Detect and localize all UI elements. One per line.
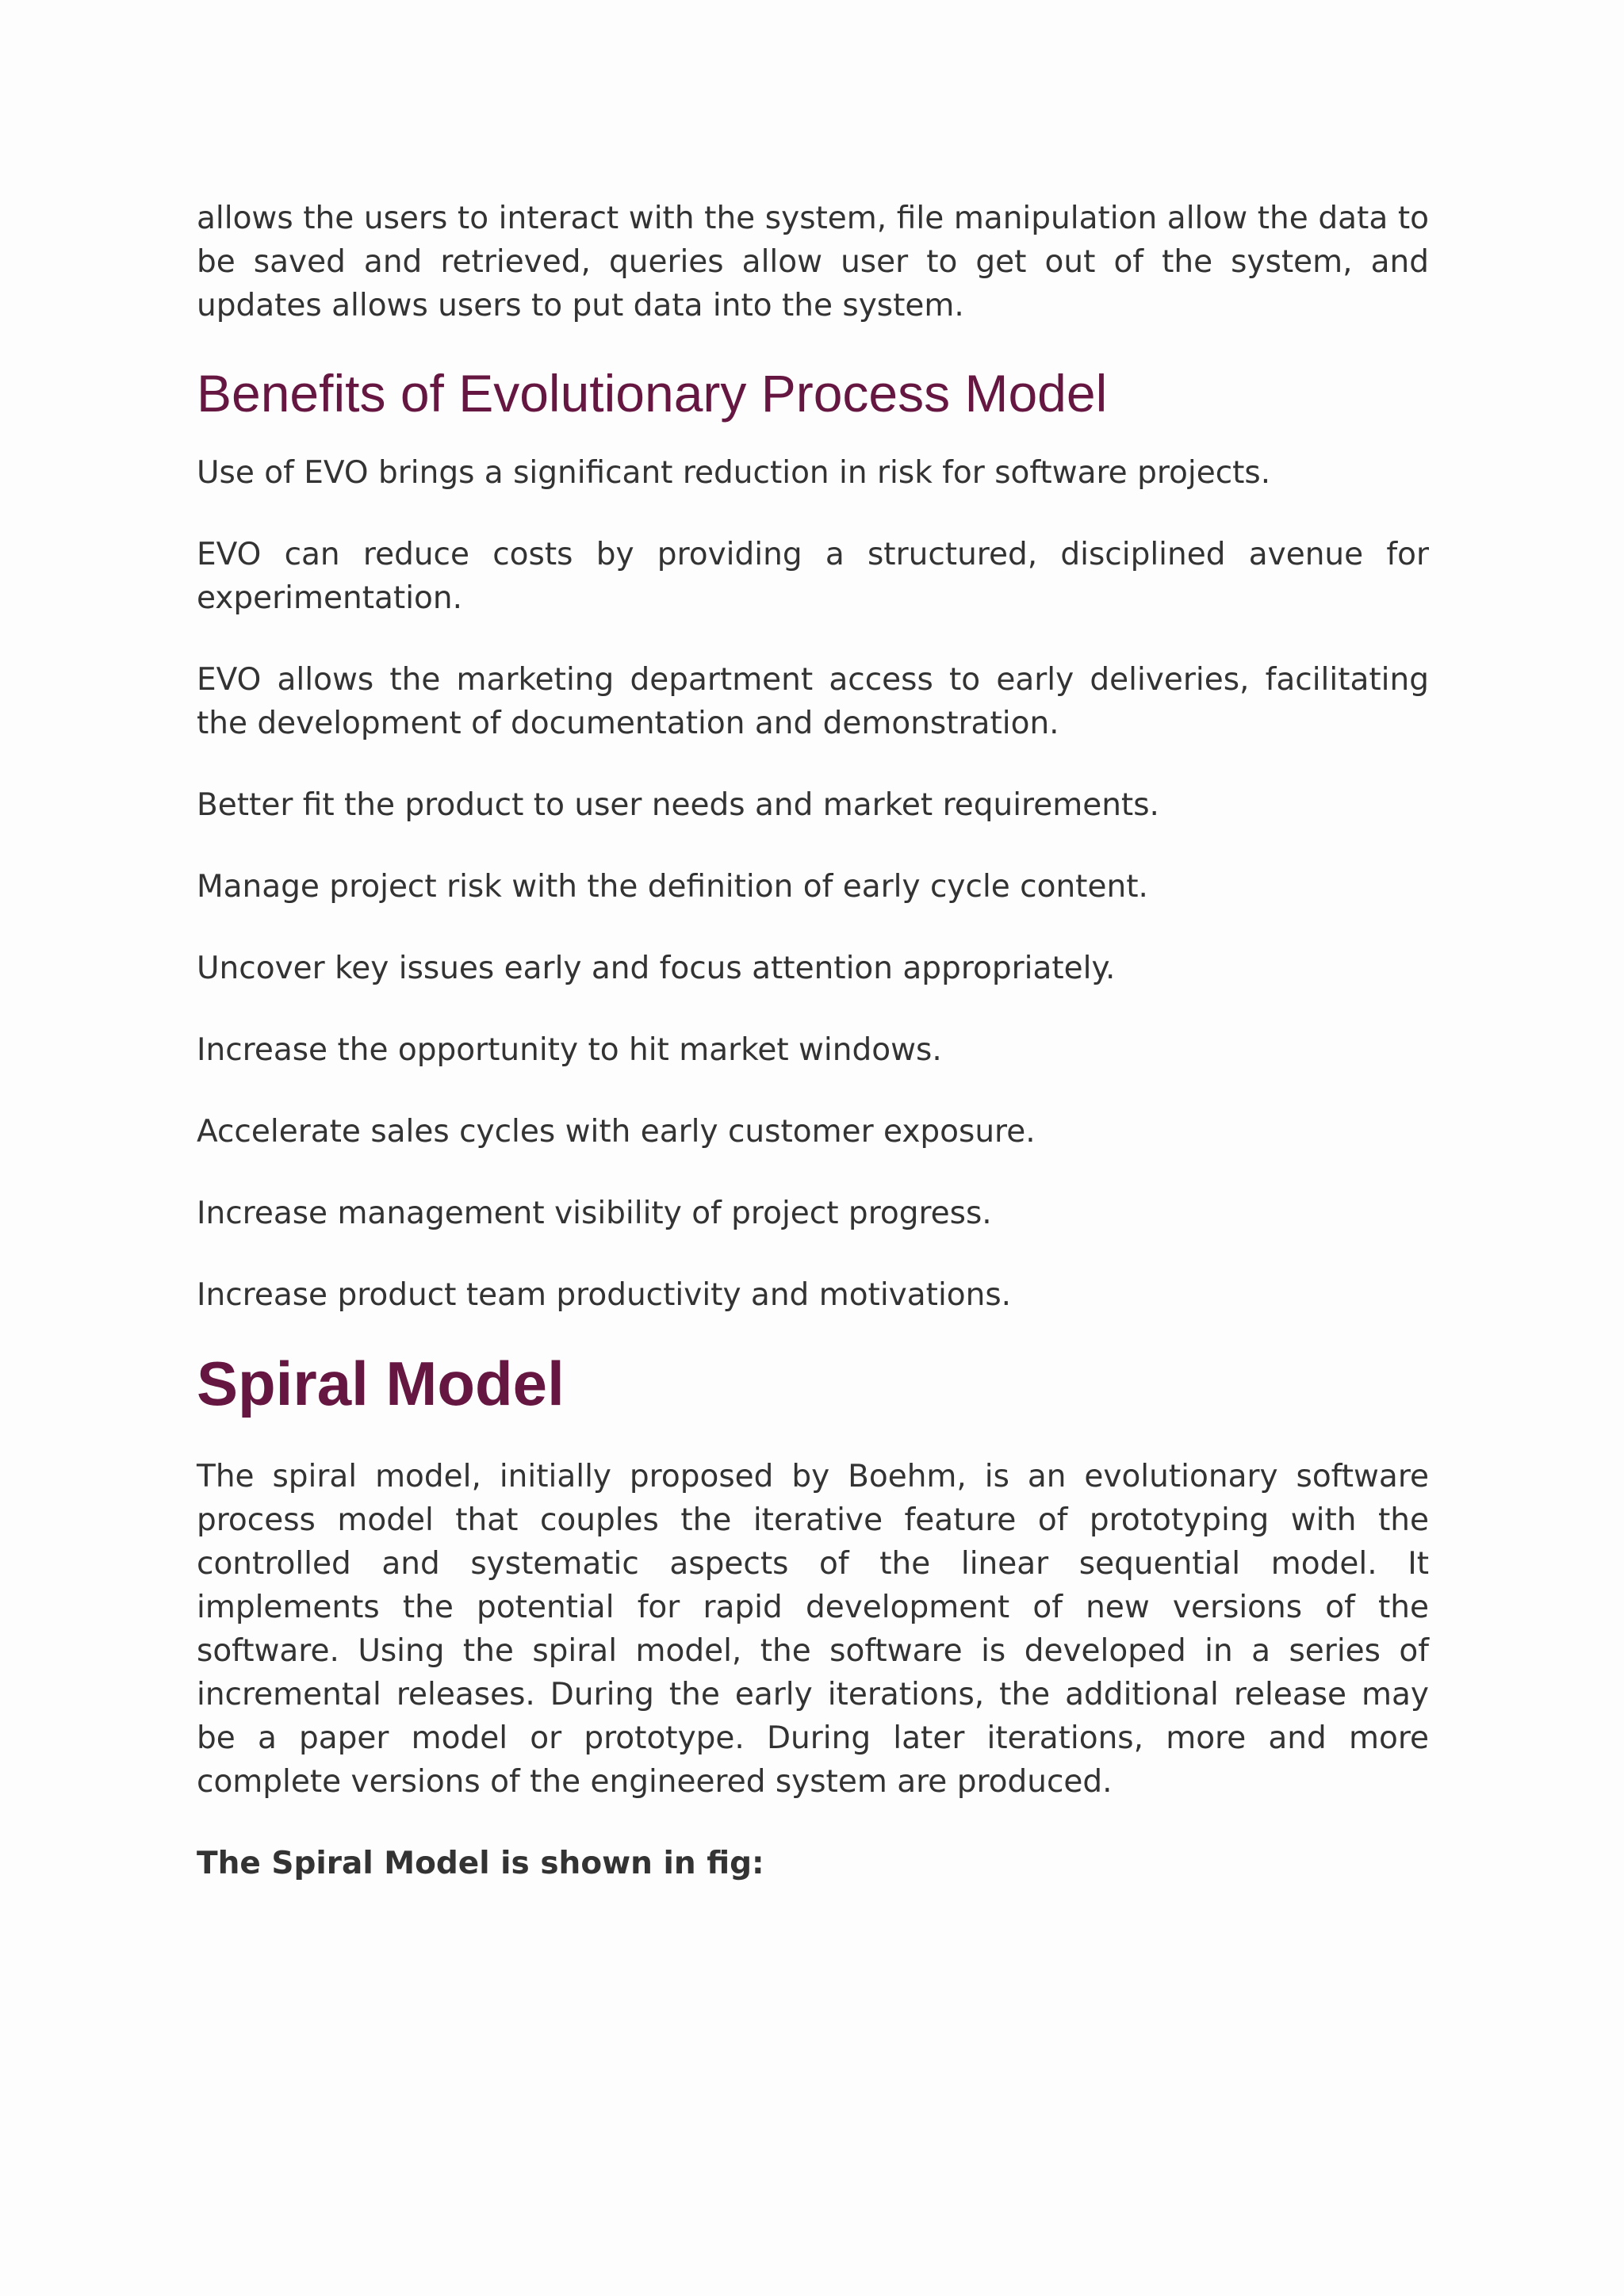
spiral-model-paragraph: The spiral model, initially proposed by Boehm, is an evolutionary software process model that couples the iterative feature of prototyping with the controlled and systematic aspects of the linear sequential model. It implements the potential for rapid development of new versions of the software. Using the spiral model, the software is developed in a series of incremental releases. During the early iterations, the additional release may be a paper model or prototype. During later iterations, more and more complete versions of the engineered system are produced. (197, 1459, 1429, 1800)
benefit-item: EVO allows the marketing department access to early deliveries, facilitating the development of documentation and demonstration. (197, 662, 1429, 741)
figure-caption: The Spiral Model is shown in fig: (197, 1846, 764, 1881)
benefit-item: Uncover key issues early and focus attention appropriately. (197, 951, 1116, 986)
intro-paragraph: allows the users to interact with the system, file manipulation allow the data to be saved and retrieved, queries allow user to get out of the system, and updates allows users to put data into the system. (197, 201, 1429, 323)
benefit-item: Use of EVO brings a significant reduction in risk for software projects. (197, 455, 1271, 491)
benefit-item: Better fit the product to user needs and market requirements. (197, 787, 1159, 823)
benefit-item: Increase product team productivity and motivations. (197, 1277, 1012, 1313)
benefit-item: Manage project risk with the definition of early cycle content. (197, 869, 1148, 905)
document-page (197, 197, 1429, 1885)
benefit-item: Increase management visibility of project progress. (197, 1196, 992, 1231)
benefit-item: Accelerate sales cycles with early customer exposure. (197, 1114, 1036, 1150)
benefit-item: Increase the opportunity to hit market windows. (197, 1032, 942, 1068)
spiral-model-heading: Spiral Model (197, 1349, 565, 1418)
benefits-heading: Benefits of Evolutionary Process Model (197, 364, 1108, 423)
benefit-item: EVO can reduce costs by providing a structured, disciplined avenue for experimentation. (197, 537, 1429, 616)
